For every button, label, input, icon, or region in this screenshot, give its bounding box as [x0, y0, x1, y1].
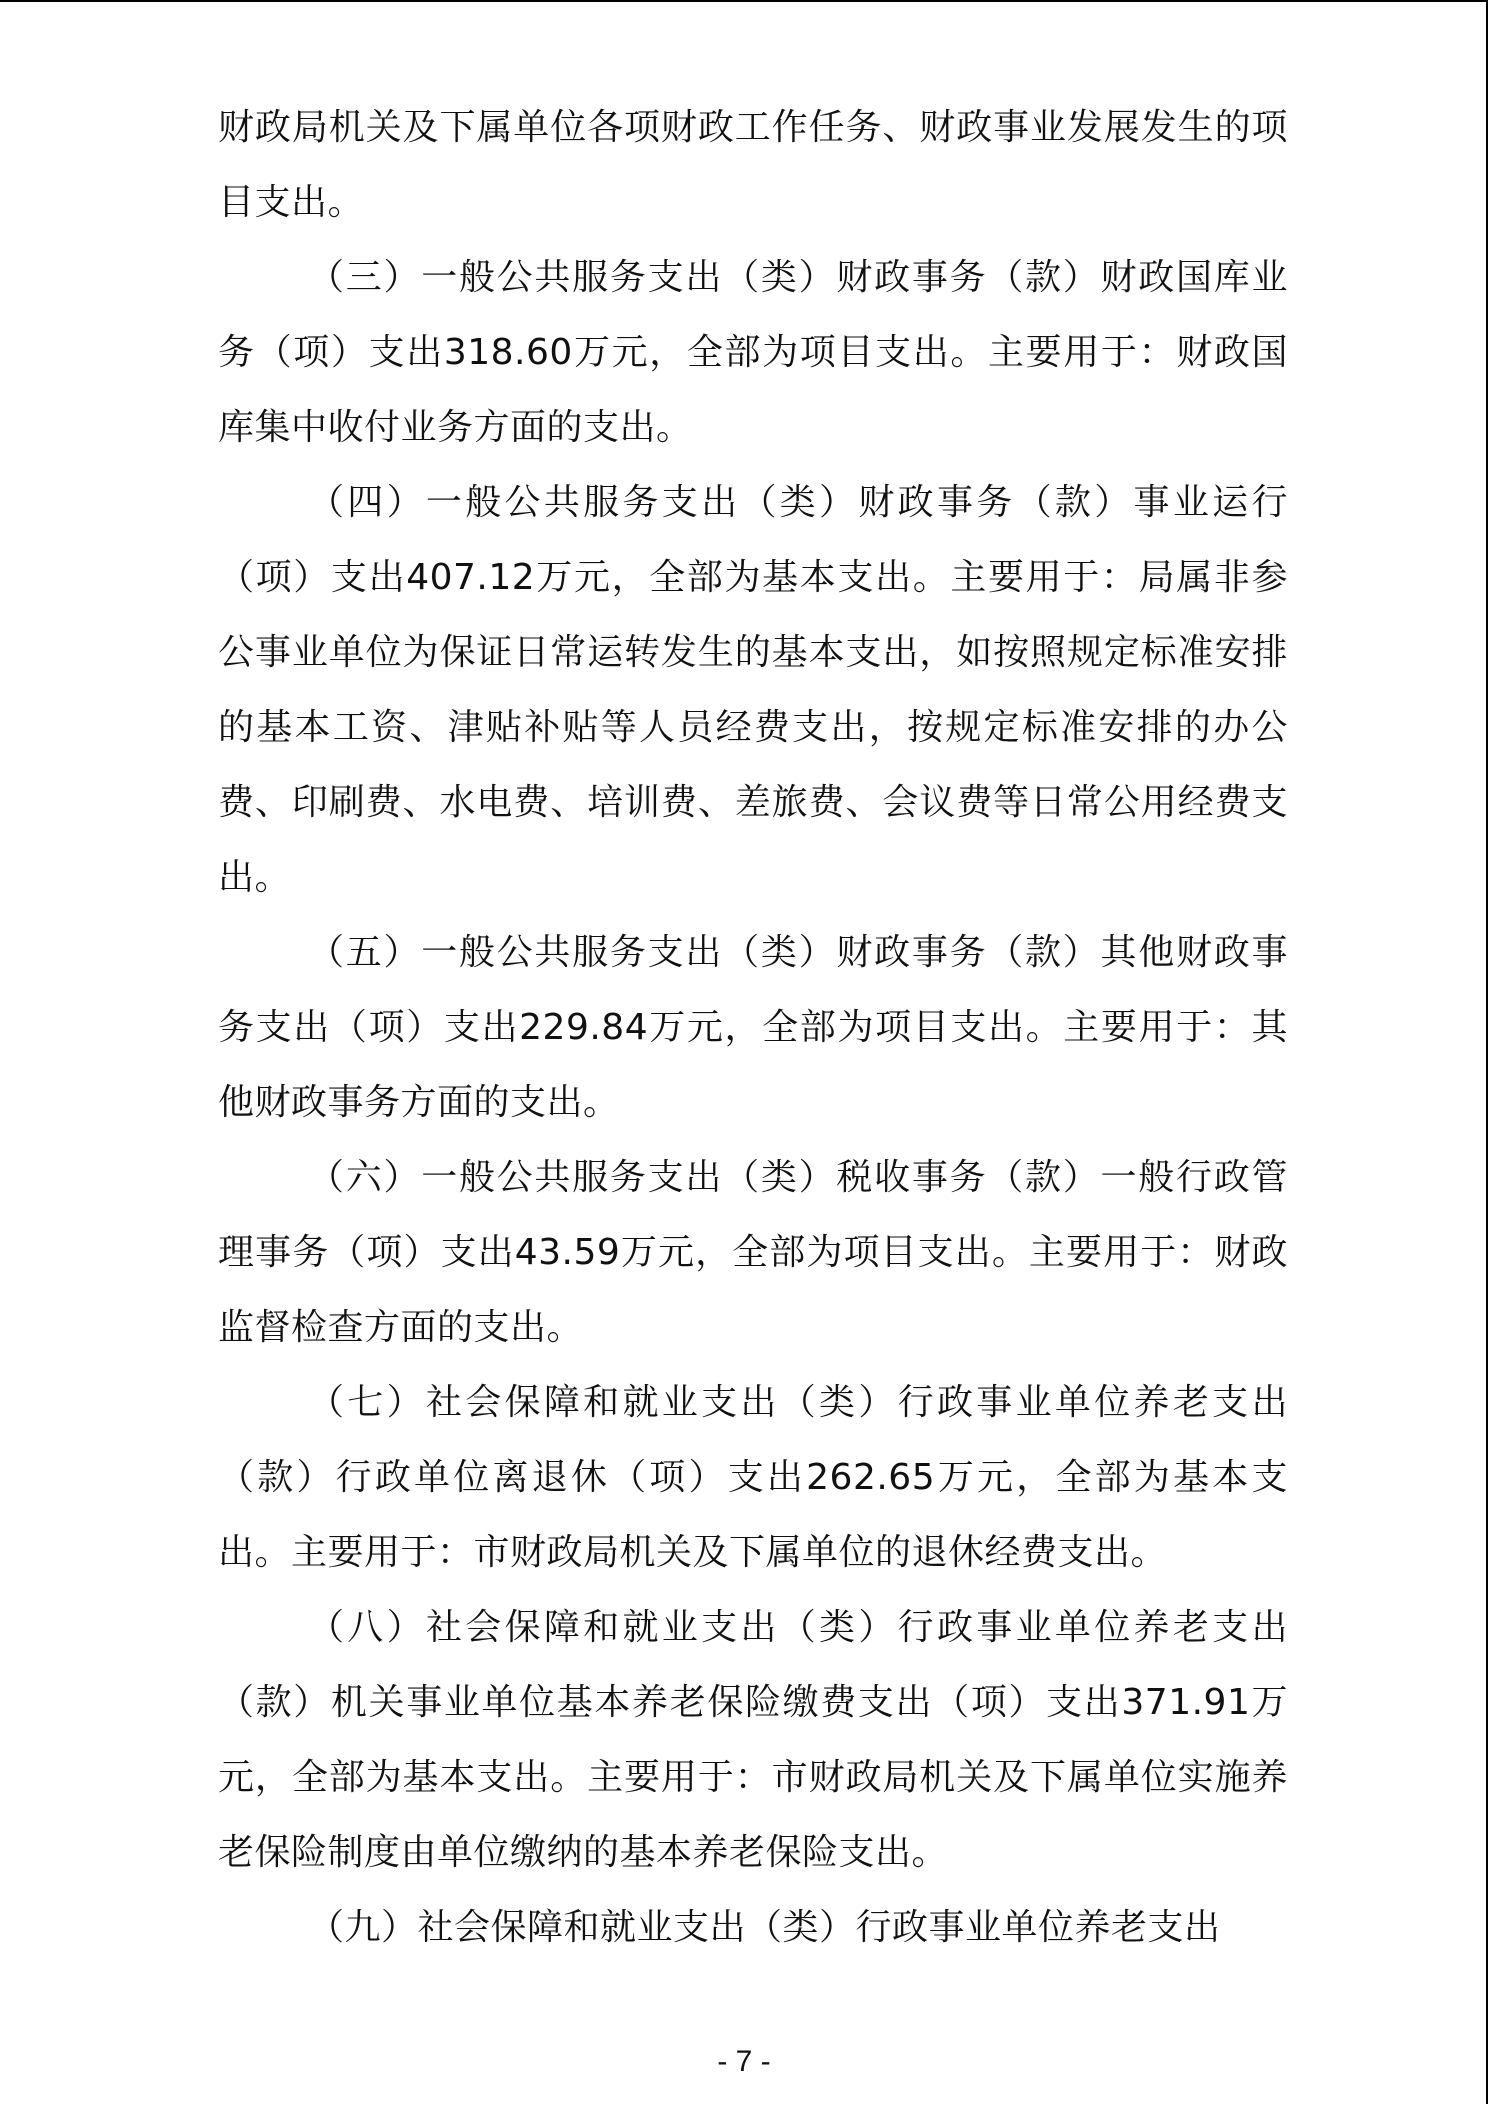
paragraph-continuation: 财政局机关及下属单位各项财政工作任务、财政事业发展发生的项目支出。 — [218, 107, 1288, 223]
paragraph-4: （四）一般公共服务支出（类）财政事务（款）事业运行（项）支出407.12万元，全部为基本支出。主要用于：局属非参公事业单位为保证日常运转发生的基本支出，如按照规定标准安排的基本工资、津贴补贴等人员经费支出，按规定标准安排的办公费、印刷费、水电费、培训费、差旅费、会议费等日常公用经费支出。 — [218, 482, 1288, 898]
paragraph-9: （九）社会保障和就业支出（类）行政事业单位养老支出 — [308, 1907, 1221, 1948]
paragraph-7: （七）社会保障和就业支出（类）行政事业单位养老支出（款）行政单位离退休（项）支出262.65万元，全部为基本支出。主要用于：市财政局机关及下属单位的退休经费支出。 — [218, 1382, 1288, 1573]
paragraph-6: （六）一般公共服务支出（类）税收事务（款）一般行政管理事务（项）支出43.59万元，全部为项目支出。主要用于：财政监督检查方面的支出。 — [218, 1157, 1288, 1348]
page-number: - 7 - — [717, 2045, 771, 2078]
paragraph-5: （五）一般公共服务支出（类）财政事务（款）其他财政事务支出（项）支出229.84万元，全部为项目支出。主要用于：其他财政事务方面的支出。 — [218, 932, 1288, 1123]
page-border-top — [0, 0, 1488, 2]
paragraph-8: （八）社会保障和就业支出（类）行政事业单位养老支出（款）机关事业单位基本养老保险缴费支出（项）支出371.91万元，全部为基本支出。主要用于：市财政局机关及下属单位实施养老保险制度由单位缴纳的基本养老保险支出。 — [218, 1607, 1288, 1873]
document-body — [218, 90, 1288, 1965]
paragraph-3: （三）一般公共服务支出（类）财政事务（款）财政国库业务（项）支出318.60万元，全部为项目支出。主要用于：财政国库集中收付业务方面的支出。 — [218, 257, 1288, 448]
